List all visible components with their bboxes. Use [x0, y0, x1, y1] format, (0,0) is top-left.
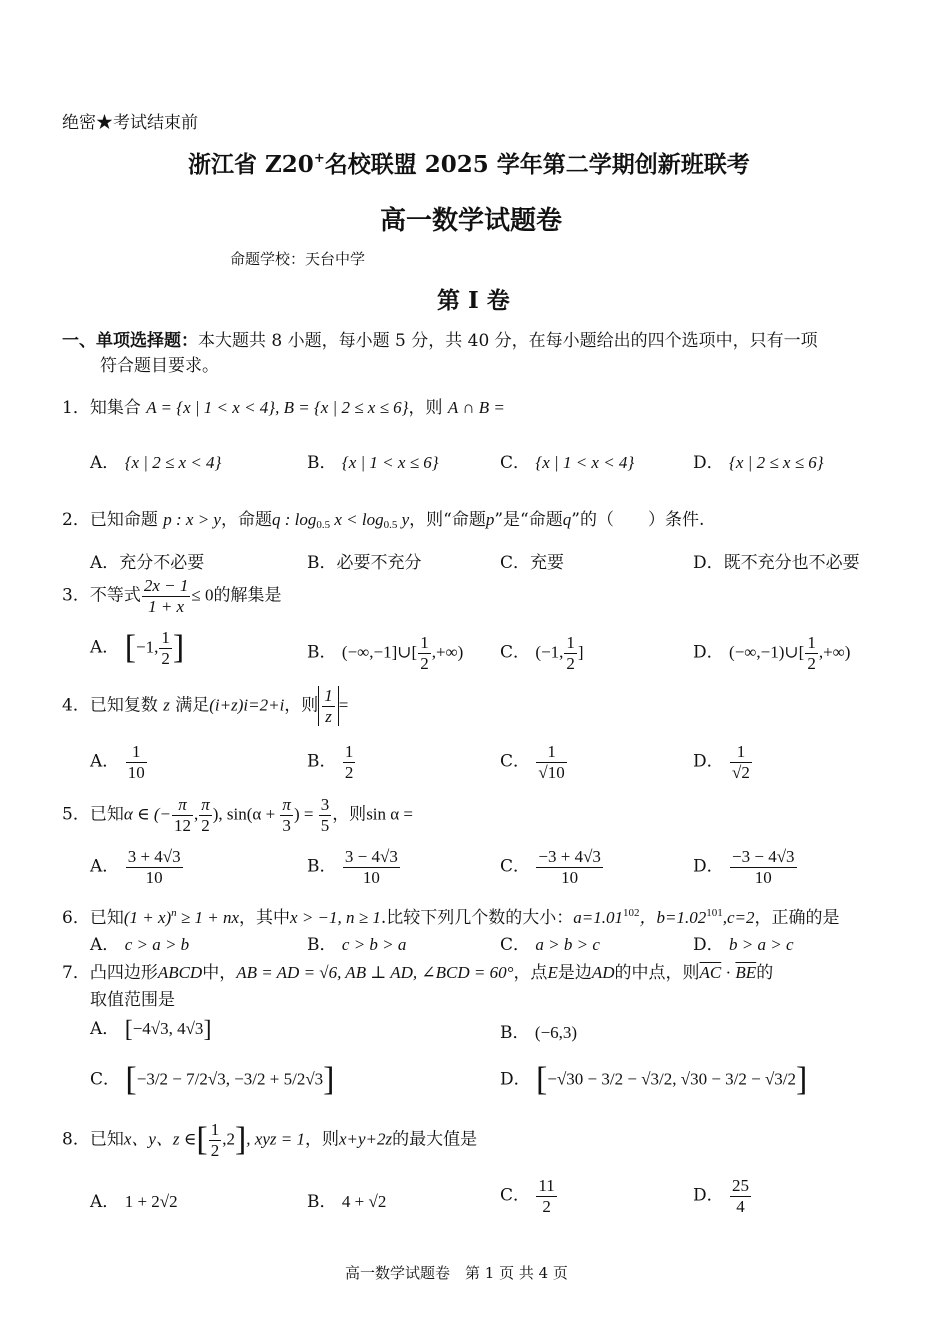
section-desc-line2: 符合题目要求。	[100, 356, 219, 376]
question-6: 6．已知$(1 + x)^n \ge 1$ + nx，其中x > −1, n ≥ 1.比较下列几个数的大小：$a=1.01^{102}$，$b=1.02^{101},c=2$，正确的是	[62, 907, 840, 928]
question-4: 4．已知复数 z 满足(i+z)i=2+i，则 $\frac{1}{z}$ =	[62, 686, 349, 726]
q6-option-a: A． c > a > b	[90, 935, 190, 955]
q1-option-d: D． {x | 2 ≤ x ≤ 6}	[693, 453, 824, 473]
q2-option-d: D．既不充分也不必要	[693, 553, 860, 573]
q7-option-b: B． (−6,3)	[500, 1023, 578, 1043]
question-8: 8．已知x、y、z ∈[ $\frac{1}{2}$ ,2], xyz = 1，则x+y+2z的最大值是	[62, 1120, 478, 1160]
q4-option-a: A． $\frac{1}{10}$	[90, 742, 145, 782]
q7-option-c: C． [−3/2 − 7/2√3, −3/2 + 5/2√3]	[90, 1061, 335, 1098]
question-5: 5．已知α ∈ (− $\frac{\pi}{12}$ , $\frac{\pi}{2}$ ), sin(α + $\frac{\pi}{3}$ ) = $\frac{3}{5}$ ，则sin α =	[62, 795, 414, 835]
q8-option-a: A． 1 + 2√2	[90, 1192, 178, 1212]
q5-option-d: D． $\frac{-3 - 4√3}{10}$	[693, 847, 795, 887]
q5-option-c: C． $\frac{-3 + 4√3}{10}$	[500, 847, 601, 887]
q2-option-a: A．充分不必要	[90, 553, 205, 573]
q6-option-d: D． b > a > c	[693, 935, 794, 955]
q3-option-c: C． (−1, $\frac{1}{2}$ ]	[500, 633, 584, 673]
school-note: 命题学校：天台中学	[230, 250, 366, 268]
q6-option-c: C． a > b > c	[500, 935, 600, 955]
q1-option-b: B． {x | 1 < x ≤ 6}	[307, 453, 439, 473]
q6-option-b: B． c > b > a	[307, 935, 407, 955]
q5-option-b: B． $\frac{3 - 4√3}{10}$	[307, 847, 398, 887]
q4-option-b: B． $\frac{1}{2}$	[307, 742, 354, 782]
q1-option-a: A． {x | 2 ≤ x < 4}	[90, 453, 222, 473]
volume-title: 第 I 卷	[437, 287, 510, 314]
section-heading: 一、单项选择题：本大题共 8 小题，每小题 5 分，共 40 分，在每小题给出的四个选项中，只有一项	[62, 331, 818, 351]
question-2: 2．已知命题 p : x > y，命题q : $\log_{0.5} x < \log_{0.5} y$，则“命题p”是“命题q”的（ ）条件.	[62, 510, 705, 531]
question-7-line2: 取值范围是	[90, 990, 175, 1010]
question-7: 7．凸四边形ABCD中，AB = AD = √6, AB ⊥ AD, ∠BCD = 60°，点E是边AD的中点，则$\overline{AC} \cdot \overline{BE}$的	[62, 963, 774, 983]
question-3: 3．不等式 $\frac{2x - 1}{1 + x}$ ≤ 0的解集是	[62, 576, 282, 616]
page-footer: 高一数学试题卷 第 1 页 共 4 页	[345, 1264, 568, 1282]
q5-option-a: A． $\frac{3 + 4√3}{10}$	[90, 847, 181, 887]
q4-option-c: C． $\frac{1}{√10}$	[500, 742, 565, 782]
exam-title: 浙江省 Z20+名校联盟 2025 学年第二学期创新班联考	[188, 151, 750, 178]
q8-option-d: D． $\frac{25}{4}$	[693, 1176, 750, 1216]
q3-option-a: A． [−1, $\frac{1}{2}$ ]	[90, 628, 185, 668]
q3-option-b: B． (−∞,−1]∪[ $\frac{1}{2}$ ,+∞)	[307, 633, 464, 673]
q7-option-d: D． [−√30 − 3/2 − √3/2, √30 − 3/2 − √3/2]	[500, 1061, 808, 1098]
q3-option-d: D． (−∞,−1)∪[ $\frac{1}{2}$ ,+∞)	[693, 633, 851, 673]
q2-option-b: B．必要不充分	[307, 553, 422, 573]
q2-option-c: C．充要	[500, 553, 565, 573]
confidential-note: 绝密★考试结束前	[62, 113, 198, 133]
q4-option-d: D． $\frac{1}{√2}$	[693, 742, 750, 782]
q8-option-c: C． $\frac{11}{2}$	[500, 1176, 555, 1216]
q7-option-a: A． [−4√3, 4√3]	[90, 1016, 212, 1043]
paper-subtitle: 高一数学试题卷	[380, 206, 563, 236]
q1-option-c: C． {x | 1 < x < 4}	[500, 453, 635, 473]
q8-option-b: B． 4 + √2	[307, 1192, 387, 1212]
question-1: 1．知集合 A = {x | 1 < x < 4}, B = {x | 2 ≤ x ≤ 6}，则 A ∩ B =	[62, 398, 505, 418]
